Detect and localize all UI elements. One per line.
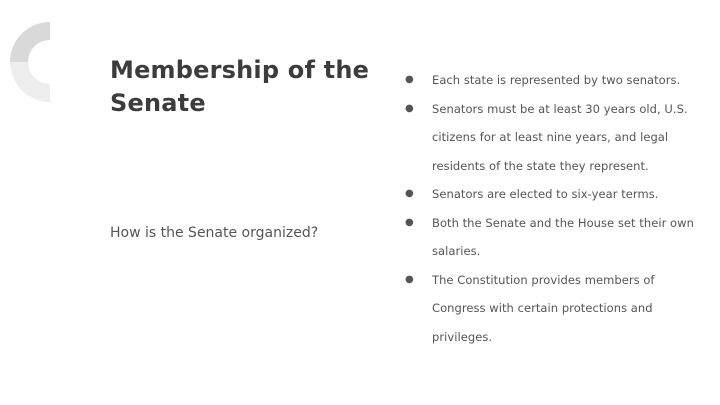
bullet-dot-icon: ● bbox=[405, 102, 414, 114]
bullet-dot-icon: ● bbox=[405, 216, 414, 228]
bullet-dot-icon: ● bbox=[405, 188, 414, 199]
bullet-dot-icon: ● bbox=[405, 74, 414, 85]
bullet-item bbox=[405, 266, 705, 352]
bullet-text: Senators must be at least 30 years old, U.S. citizens for at least nine years, and legal residents of the state they represent. bbox=[432, 101, 688, 173]
bullet-text: Senators are elected to six-year terms. bbox=[432, 187, 659, 201]
bullet-text: Each state is represented by two senators. bbox=[432, 73, 681, 87]
slide-title: Membership of the Senate bbox=[110, 56, 370, 117]
bullet-list bbox=[405, 66, 705, 351]
bullet-item bbox=[405, 95, 705, 181]
bullet-item bbox=[405, 180, 705, 209]
bullet-text: The Constitution provides members of Congress with certain protections and privileges. bbox=[432, 272, 655, 344]
bullet-item bbox=[405, 209, 705, 266]
bullet-dot-icon: ● bbox=[405, 273, 414, 285]
decorative-circle-shape bbox=[0, 0, 100, 110]
bullet-text: Both the Senate and the House set their own salaries. bbox=[432, 215, 694, 258]
slide-subtitle: How is the Senate organized? bbox=[110, 225, 319, 241]
bullet-item bbox=[405, 66, 705, 95]
